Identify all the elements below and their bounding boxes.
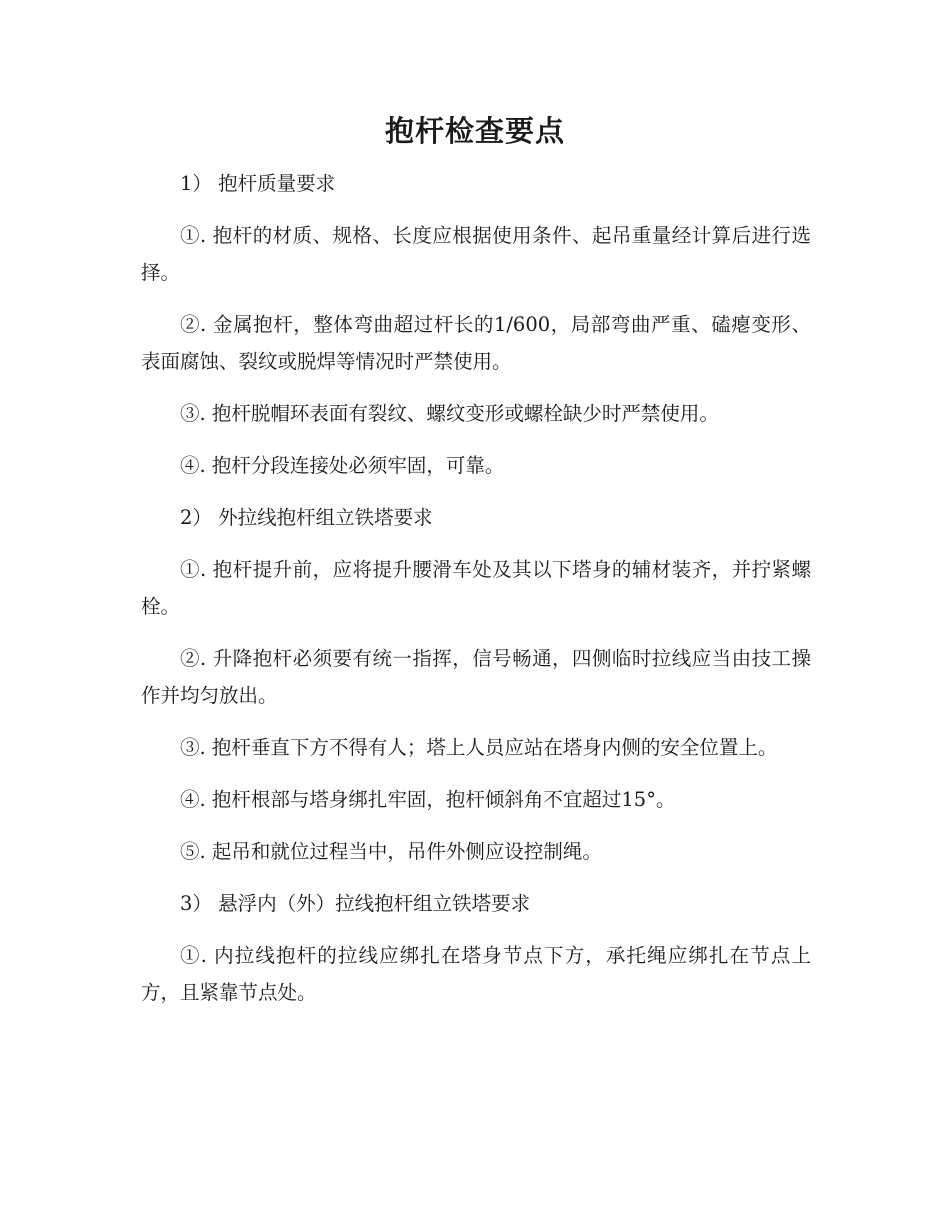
document-body: [141, 165, 811, 1026]
paragraph: ②. 升降抱杆必须要有统一指挥，信号畅通，四侧临时拉线应当由技工操作并均匀放出。: [141, 647, 811, 707]
paragraph: ③. 抱杆脱帽环表面有裂纹、螺纹变形或螺栓缺少时严禁使用。: [180, 402, 719, 425]
paragraph: ④. 抱杆分段连接处必须牢固，可靠。: [180, 454, 505, 477]
paragraph: ①. 抱杆的材质、规格、长度应根据使用条件、起吊重量经计算后进行选择。: [141, 224, 811, 284]
section-heading-3: 3） 悬浮内（外）拉线抱杆组立铁塔要求: [180, 892, 531, 915]
paragraph: ②. 金属抱杆，整体弯曲超过杆长的1/600，局部弯曲严重、磕瘪变形、表面腐蚀、裂纹或脱焊等情况时严禁使用。: [141, 313, 811, 373]
paragraph: ③. 抱杆垂直下方不得有人；塔上人员应站在塔身内侧的安全位置上。: [180, 736, 778, 759]
document-title: 抱杆检查要点: [384, 114, 565, 148]
paragraph: ④. 抱杆根部与塔身绑扎牢固，抱杆倾斜角不宜超过15°。: [180, 788, 676, 811]
paragraph: ⑤. 起吊和就位过程当中，吊件外侧应设控制绳。: [180, 840, 602, 863]
section-heading-1: 1） 抱杆质量要求: [180, 172, 336, 195]
paragraph: ①. 内拉线抱杆的拉线应绑扎在塔身节点下方，承托绳应绑扎在节点上方，且紧靠节点处。: [141, 944, 811, 1004]
paragraph: ①. 抱杆提升前，应将提升腰滑车处及其以下塔身的辅材装齐，并拧紧螺栓。: [141, 558, 811, 618]
section-heading-2: 2） 外拉线抱杆组立铁塔要求: [180, 506, 433, 529]
